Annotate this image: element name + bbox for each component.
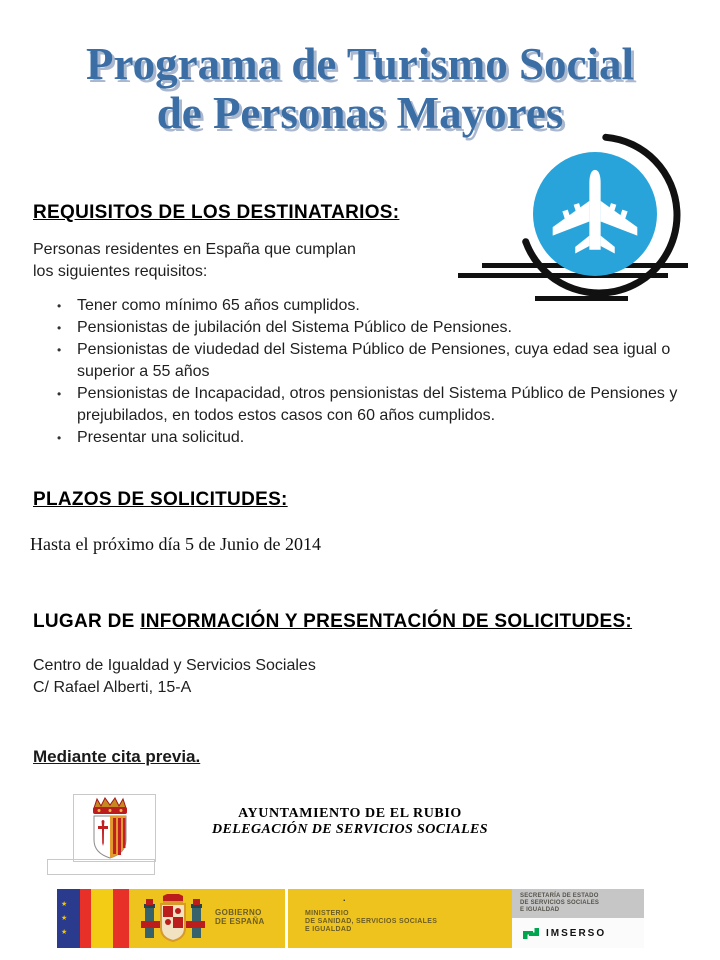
government-banner xyxy=(57,889,644,948)
spain-flag-red-band xyxy=(80,889,91,948)
speed-line-2 xyxy=(458,273,668,278)
imserso-block xyxy=(512,918,644,948)
ayuntamiento-name: AYUNTAMIENTO DE EL RUBIO xyxy=(238,806,462,821)
eu-stars-strip xyxy=(57,889,80,948)
spain-flag-yellow-band xyxy=(91,889,113,948)
delegacion-name: DELEGACIÓN DE SERVICIOS SOCIALES xyxy=(212,822,488,837)
address-block xyxy=(33,655,316,699)
bullet-item: • Presentar una solicitud. xyxy=(55,427,683,449)
page-title-line2: de Personas Mayores xyxy=(156,88,564,138)
secretaria-line1: SECRETARÍA DE ESTADO xyxy=(520,893,599,899)
imserso-label: IMSERSO xyxy=(546,927,607,939)
secretaria-imserso-section xyxy=(512,889,644,948)
ministerio-line3: E IGUALDAD xyxy=(305,926,352,933)
gobierno-espana-section xyxy=(57,889,285,948)
section-heading-plazos: PLAZOS DE SOLICITUDES: xyxy=(33,489,288,510)
gobierno-line2: DE ESPAÑA xyxy=(215,917,265,926)
gobierno-line1: GOBIERNO xyxy=(215,908,262,917)
ministerio-line1: MINISTERIO xyxy=(305,910,349,917)
stray-dot: . xyxy=(343,893,346,903)
requisitos-intro-line2: los siguientes requisitos: xyxy=(33,263,208,280)
secretaria-line2: DE SERVICIOS SOCIALES xyxy=(520,900,600,906)
bullet-item: • Pensionistas de jubilación del Sistema Público de Pensiones. xyxy=(55,317,683,339)
ministerio-line2: DE SANIDAD, SERVICIOS SOCIALES xyxy=(305,918,438,925)
star-icon: ★ xyxy=(61,901,68,908)
ayuntamiento-block xyxy=(150,806,550,838)
secretaria-label xyxy=(512,889,644,918)
section-heading-requisitos: REQUISITOS DE LOS DESTINATARIOS: xyxy=(33,202,400,223)
star-icon: ★ xyxy=(61,929,68,936)
textbox-frame-below-coat xyxy=(47,859,155,875)
bullet-item: • Tener como mínimo 65 años cumplidos. xyxy=(55,295,683,317)
lugar-heading-plain: LUGAR DE xyxy=(33,611,141,632)
ministerio-section xyxy=(288,889,512,948)
cita-previa-note: Mediante cita previa. xyxy=(33,747,201,766)
page-title xyxy=(0,40,720,138)
secretaria-line3: E IGUALDAD xyxy=(520,907,560,913)
requisitos-intro-line1: Personas residentes en España que cumplan xyxy=(33,241,356,258)
address-line2: C/ Rafael Alberti, 15-A xyxy=(33,679,192,696)
gobierno-label xyxy=(215,908,265,926)
lugar-heading-underlined: INFORMACIÓN Y PRESENTACIÓN DE SOLICITUDES: xyxy=(140,611,633,632)
imserso-logo-icon xyxy=(522,926,540,941)
ministerio-label xyxy=(305,910,437,934)
section-heading-lugar xyxy=(33,611,632,633)
requisitos-intro xyxy=(33,239,356,283)
star-icon: ★ xyxy=(61,915,68,922)
address-line1: Centro de Igualdad y Servicios Sociales xyxy=(33,657,316,674)
page-title-line1: Programa de Turismo Social xyxy=(86,39,634,89)
el-rubio-coat-of-arms xyxy=(78,795,142,861)
gobierno-area xyxy=(129,889,285,948)
airplane-travel-logo xyxy=(440,125,710,310)
spain-flag-red-band xyxy=(113,889,129,948)
bullet-item: • Pensionistas de Incapacidad, otros pensionistas del Sistema Público de Pensiones y prejubilados, en todos estos casos con 60 años cumplidos. xyxy=(55,383,683,427)
deadline-text: Hasta el próximo día 5 de Junio de 2014 xyxy=(30,534,321,554)
bullet-item: • Pensionistas de viudedad del Sistema Público de Pensiones, cuya edad sea igual o superior a 55 años xyxy=(55,339,683,383)
requisitos-bullet-list xyxy=(55,295,683,449)
spain-coat-of-arms xyxy=(141,894,205,944)
